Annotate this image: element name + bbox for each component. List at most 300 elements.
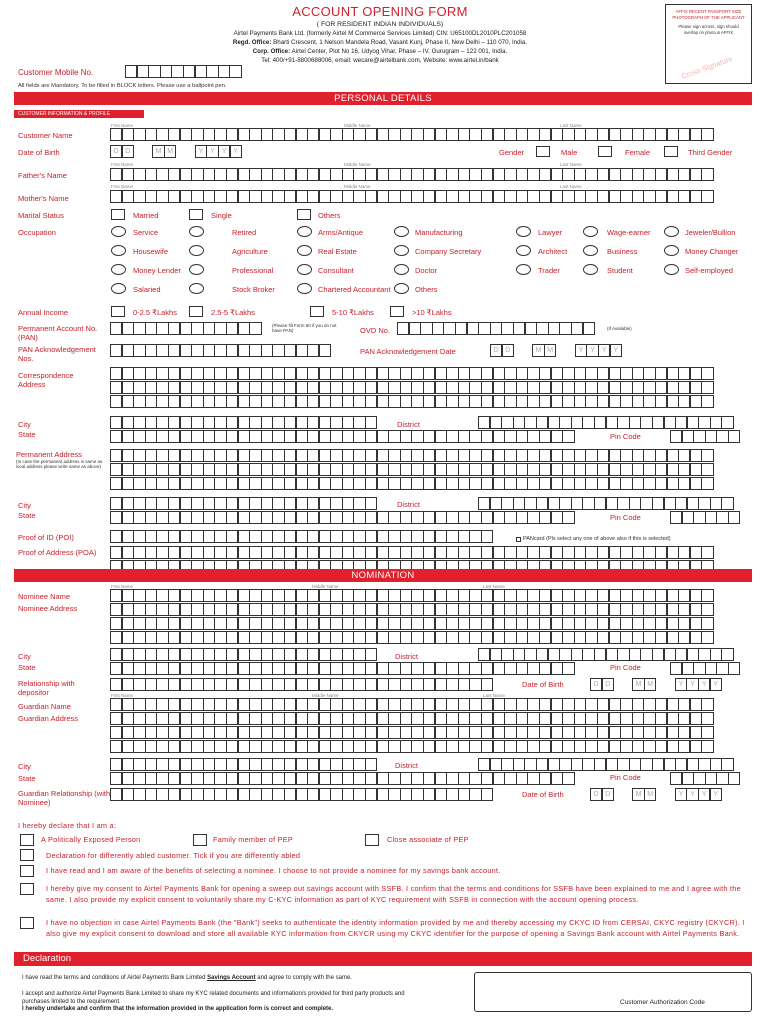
char-box[interactable] [365, 367, 377, 380]
char-box[interactable] [377, 678, 389, 691]
char-box[interactable] [365, 740, 377, 753]
char-box[interactable] [585, 463, 597, 476]
char-box[interactable] [284, 128, 296, 141]
char-box[interactable] [643, 698, 655, 711]
char-box[interactable] [203, 322, 215, 335]
char-box[interactable] [377, 617, 389, 630]
char-box[interactable] [609, 740, 621, 753]
char-box[interactable] [377, 698, 389, 711]
char-box[interactable] [238, 168, 250, 181]
char-box[interactable] [469, 788, 481, 801]
char-box[interactable] [156, 395, 168, 408]
char-box[interactable] [469, 740, 481, 753]
char-box[interactable] [675, 758, 687, 771]
char-box[interactable] [469, 698, 481, 711]
char-box[interactable] [481, 772, 493, 785]
char-box[interactable] [214, 530, 226, 543]
char-box[interactable] [664, 758, 676, 771]
char-box[interactable] [435, 449, 447, 462]
char-box[interactable] [122, 631, 134, 644]
char-box[interactable] [705, 430, 717, 443]
char-box[interactable] [307, 648, 319, 661]
char-box[interactable] [353, 589, 365, 602]
char-box[interactable] [527, 698, 539, 711]
ckyc-consent-checkbox[interactable] [20, 917, 34, 929]
char-box[interactable] [721, 416, 733, 429]
char-box[interactable] [145, 449, 157, 462]
char-box[interactable] [701, 395, 713, 408]
char-box[interactable] [284, 589, 296, 602]
char-box[interactable] [469, 589, 481, 602]
char-box[interactable] [609, 367, 621, 380]
char-box[interactable] [307, 740, 319, 753]
char-box[interactable] [226, 449, 238, 462]
occupation-radio-8[interactable] [189, 245, 204, 256]
char-box[interactable] [342, 631, 354, 644]
char-box[interactable] [469, 617, 481, 630]
char-box[interactable] [156, 589, 168, 602]
char-box[interactable] [319, 511, 331, 524]
char-box[interactable] [226, 463, 238, 476]
char-box[interactable] [562, 617, 574, 630]
char-box[interactable] [353, 617, 365, 630]
char-box[interactable] [296, 698, 308, 711]
char-box[interactable] [214, 698, 226, 711]
char-box[interactable] [133, 589, 145, 602]
char-box[interactable] [365, 788, 377, 801]
char-box[interactable] [446, 698, 458, 711]
char-box[interactable] [319, 603, 331, 616]
char-box[interactable] [226, 712, 238, 725]
char-box[interactable] [284, 395, 296, 408]
char-box[interactable] [272, 662, 284, 675]
char-box[interactable] [527, 546, 539, 559]
char-box[interactable] [728, 662, 740, 675]
char-box[interactable] [585, 128, 597, 141]
char-box[interactable] [411, 740, 423, 753]
char-box[interactable] [133, 648, 145, 661]
char-box[interactable] [632, 168, 644, 181]
char-box[interactable] [284, 430, 296, 443]
char-box[interactable] [551, 772, 563, 785]
char-box[interactable] [493, 463, 505, 476]
char-box[interactable] [180, 546, 192, 559]
char-box[interactable] [632, 395, 644, 408]
nominee-address-line3[interactable] [110, 631, 713, 644]
char-box[interactable] [365, 678, 377, 691]
char-box[interactable] [284, 546, 296, 559]
char-box[interactable] [559, 497, 571, 510]
char-box[interactable] [122, 168, 134, 181]
char-box[interactable] [238, 511, 250, 524]
char-box[interactable] [319, 381, 331, 394]
char-box[interactable] [319, 546, 331, 559]
char-box[interactable] [226, 648, 238, 661]
char-box[interactable] [469, 712, 481, 725]
char-box[interactable] [620, 589, 632, 602]
char-box[interactable] [180, 758, 192, 771]
char-box[interactable] [388, 740, 400, 753]
char-box[interactable] [490, 416, 502, 429]
char-box[interactable] [214, 758, 226, 771]
char-box[interactable] [284, 648, 296, 661]
char-box[interactable] [133, 530, 145, 543]
char-box[interactable] [284, 497, 296, 510]
char-box[interactable] [467, 322, 479, 335]
char-box[interactable] [690, 726, 702, 739]
char-box[interactable] [388, 367, 400, 380]
char-box[interactable] [168, 617, 180, 630]
char-box[interactable] [226, 758, 238, 771]
char-box[interactable] [180, 168, 192, 181]
char-box[interactable] [238, 367, 250, 380]
char-box[interactable] [469, 463, 481, 476]
char-box[interactable] [527, 449, 539, 462]
gender-female-checkbox[interactable] [598, 146, 612, 157]
char-box[interactable] [160, 65, 172, 78]
perm-address-line1[interactable] [110, 449, 713, 462]
char-box[interactable] [536, 758, 548, 771]
char-box[interactable] [562, 772, 574, 785]
char-box[interactable] [400, 381, 412, 394]
char-box[interactable] [574, 698, 586, 711]
char-box[interactable] [353, 678, 365, 691]
char-box[interactable] [226, 617, 238, 630]
date-digit-box[interactable]: D [122, 145, 134, 158]
char-box[interactable] [597, 603, 609, 616]
pancard-checkbox[interactable] [516, 537, 521, 542]
char-box[interactable] [513, 322, 525, 335]
corr-district-input[interactable] [478, 416, 733, 429]
char-box[interactable] [365, 463, 377, 476]
char-box[interactable] [214, 712, 226, 725]
char-box[interactable] [701, 463, 713, 476]
char-box[interactable] [191, 497, 203, 510]
char-box[interactable] [411, 168, 423, 181]
char-box[interactable] [423, 530, 435, 543]
char-box[interactable] [319, 726, 331, 739]
char-box[interactable] [388, 617, 400, 630]
char-box[interactable] [307, 712, 319, 725]
char-box[interactable] [516, 726, 528, 739]
char-box[interactable] [319, 758, 331, 771]
char-box[interactable] [330, 395, 342, 408]
date-digit-box[interactable]: D [590, 678, 602, 691]
char-box[interactable] [261, 698, 273, 711]
char-box[interactable] [513, 497, 525, 510]
char-box[interactable] [110, 698, 122, 711]
char-box[interactable] [481, 463, 493, 476]
char-box[interactable] [516, 477, 528, 490]
char-box[interactable] [620, 698, 632, 711]
char-box[interactable] [156, 648, 168, 661]
char-box[interactable] [469, 631, 481, 644]
char-box[interactable] [214, 381, 226, 394]
char-box[interactable] [133, 740, 145, 753]
char-box[interactable] [690, 190, 702, 203]
char-box[interactable] [296, 758, 308, 771]
char-box[interactable] [423, 589, 435, 602]
char-box[interactable] [203, 449, 215, 462]
char-box[interactable] [296, 463, 308, 476]
char-box[interactable] [272, 758, 284, 771]
char-box[interactable] [261, 530, 273, 543]
char-box[interactable] [481, 168, 493, 181]
char-box[interactable] [655, 631, 667, 644]
char-box[interactable] [664, 416, 676, 429]
char-box[interactable] [365, 589, 377, 602]
char-box[interactable] [481, 726, 493, 739]
date-digit-box[interactable]: Y [610, 344, 622, 357]
char-box[interactable] [191, 416, 203, 429]
char-box[interactable] [296, 477, 308, 490]
char-box[interactable] [446, 463, 458, 476]
char-box[interactable] [632, 449, 644, 462]
char-box[interactable] [122, 678, 134, 691]
char-box[interactable] [721, 648, 733, 661]
char-box[interactable] [203, 662, 215, 675]
char-box[interactable] [296, 381, 308, 394]
char-box[interactable] [238, 603, 250, 616]
char-box[interactable] [307, 726, 319, 739]
char-box[interactable] [226, 662, 238, 675]
char-box[interactable] [469, 367, 481, 380]
date-digit-box[interactable]: Y [698, 678, 710, 691]
char-box[interactable] [110, 322, 122, 335]
char-box[interactable] [203, 698, 215, 711]
char-box[interactable] [145, 530, 157, 543]
char-box[interactable] [191, 772, 203, 785]
char-box[interactable] [617, 497, 629, 510]
char-box[interactable] [110, 190, 122, 203]
guardian-address-line2[interactable] [110, 726, 713, 739]
char-box[interactable] [411, 589, 423, 602]
char-box[interactable] [330, 511, 342, 524]
char-box[interactable] [423, 726, 435, 739]
guardian-district-input[interactable] [478, 758, 733, 771]
char-box[interactable] [249, 740, 261, 753]
char-box[interactable] [156, 322, 168, 335]
char-box[interactable] [353, 381, 365, 394]
char-box[interactable] [690, 546, 702, 559]
char-box[interactable] [562, 477, 574, 490]
char-box[interactable] [110, 367, 122, 380]
char-box[interactable] [330, 662, 342, 675]
char-box[interactable] [203, 367, 215, 380]
char-box[interactable] [643, 395, 655, 408]
char-box[interactable] [606, 758, 618, 771]
char-box[interactable] [249, 344, 261, 357]
char-box[interactable] [191, 740, 203, 753]
char-box[interactable] [296, 128, 308, 141]
char-box[interactable] [643, 367, 655, 380]
char-box[interactable] [168, 648, 180, 661]
char-box[interactable] [701, 712, 713, 725]
char-box[interactable] [678, 449, 690, 462]
char-box[interactable] [388, 190, 400, 203]
char-box[interactable] [229, 65, 241, 78]
char-box[interactable] [516, 772, 528, 785]
char-box[interactable] [365, 381, 377, 394]
char-box[interactable] [307, 344, 319, 357]
char-box[interactable] [652, 648, 664, 661]
char-box[interactable] [319, 589, 331, 602]
char-box[interactable] [551, 449, 563, 462]
char-box[interactable] [214, 449, 226, 462]
char-box[interactable] [168, 530, 180, 543]
char-box[interactable] [342, 530, 354, 543]
char-box[interactable] [585, 617, 597, 630]
char-box[interactable] [559, 648, 571, 661]
char-box[interactable] [307, 617, 319, 630]
char-box[interactable] [481, 631, 493, 644]
char-box[interactable] [411, 678, 423, 691]
char-box[interactable] [261, 772, 273, 785]
char-box[interactable] [226, 322, 238, 335]
char-box[interactable] [156, 788, 168, 801]
char-box[interactable] [690, 631, 702, 644]
char-box[interactable] [585, 190, 597, 203]
char-box[interactable] [527, 617, 539, 630]
char-box[interactable] [516, 430, 528, 443]
char-box[interactable] [469, 772, 481, 785]
char-box[interactable] [481, 367, 493, 380]
char-box[interactable] [168, 416, 180, 429]
char-box[interactable] [400, 477, 412, 490]
char-box[interactable] [214, 546, 226, 559]
char-box[interactable] [238, 344, 250, 357]
char-box[interactable] [698, 416, 710, 429]
gender-third-checkbox[interactable] [664, 146, 678, 157]
char-box[interactable] [307, 662, 319, 675]
char-box[interactable] [493, 381, 505, 394]
char-box[interactable] [446, 395, 458, 408]
char-box[interactable] [307, 190, 319, 203]
occupation-radio-9[interactable] [297, 245, 312, 256]
char-box[interactable] [203, 678, 215, 691]
char-box[interactable] [551, 395, 563, 408]
char-box[interactable] [122, 546, 134, 559]
char-box[interactable] [435, 190, 447, 203]
char-box[interactable] [377, 530, 389, 543]
char-box[interactable] [261, 603, 273, 616]
char-box[interactable] [524, 497, 536, 510]
occupation-radio-11[interactable] [516, 245, 531, 256]
char-box[interactable] [539, 168, 551, 181]
char-box[interactable] [527, 726, 539, 739]
char-box[interactable] [585, 726, 597, 739]
date-digit-box[interactable]: M [632, 788, 644, 801]
char-box[interactable] [667, 367, 679, 380]
char-box[interactable] [203, 712, 215, 725]
char-box[interactable] [330, 603, 342, 616]
char-box[interactable] [469, 168, 481, 181]
char-box[interactable] [122, 381, 134, 394]
char-box[interactable] [435, 772, 447, 785]
char-box[interactable] [435, 662, 447, 675]
father-name-input[interactable] [110, 168, 713, 181]
char-box[interactable] [617, 648, 629, 661]
char-box[interactable] [516, 168, 528, 181]
char-box[interactable] [122, 322, 134, 335]
char-box[interactable] [353, 395, 365, 408]
char-box[interactable] [551, 477, 563, 490]
char-box[interactable] [133, 726, 145, 739]
char-box[interactable] [594, 416, 606, 429]
char-box[interactable] [284, 477, 296, 490]
char-box[interactable] [330, 530, 342, 543]
corr-address-line2[interactable] [110, 381, 713, 394]
char-box[interactable] [527, 631, 539, 644]
char-box[interactable] [342, 546, 354, 559]
char-box[interactable] [721, 497, 733, 510]
char-box[interactable] [133, 395, 145, 408]
char-box[interactable] [527, 589, 539, 602]
char-box[interactable] [261, 497, 273, 510]
char-box[interactable] [435, 678, 447, 691]
char-box[interactable] [156, 190, 168, 203]
char-box[interactable] [574, 168, 586, 181]
char-box[interactable] [539, 511, 551, 524]
char-box[interactable] [203, 726, 215, 739]
char-box[interactable] [701, 168, 713, 181]
char-box[interactable] [701, 128, 713, 141]
char-box[interactable] [261, 511, 273, 524]
char-box[interactable] [353, 712, 365, 725]
char-box[interactable] [539, 603, 551, 616]
char-box[interactable] [122, 772, 134, 785]
char-box[interactable] [133, 758, 145, 771]
char-box[interactable] [238, 698, 250, 711]
date-digit-box[interactable]: M [164, 145, 176, 158]
char-box[interactable] [353, 430, 365, 443]
char-box[interactable] [562, 631, 574, 644]
char-box[interactable] [481, 617, 493, 630]
char-box[interactable] [690, 168, 702, 181]
char-box[interactable] [191, 322, 203, 335]
char-box[interactable] [411, 788, 423, 801]
char-box[interactable] [423, 190, 435, 203]
char-box[interactable] [458, 712, 470, 725]
char-box[interactable] [296, 430, 308, 443]
char-box[interactable] [284, 449, 296, 462]
char-box[interactable] [585, 589, 597, 602]
char-box[interactable] [551, 128, 563, 141]
char-box[interactable] [168, 678, 180, 691]
char-box[interactable] [272, 589, 284, 602]
char-box[interactable] [536, 497, 548, 510]
char-box[interactable] [551, 631, 563, 644]
char-box[interactable] [411, 662, 423, 675]
char-box[interactable] [478, 648, 490, 661]
char-box[interactable] [377, 631, 389, 644]
char-box[interactable] [353, 168, 365, 181]
char-box[interactable] [455, 322, 467, 335]
char-box[interactable] [655, 589, 667, 602]
nominee-state-input[interactable] [110, 662, 574, 675]
char-box[interactable] [156, 712, 168, 725]
char-box[interactable] [504, 128, 516, 141]
char-box[interactable] [133, 678, 145, 691]
char-box[interactable] [319, 678, 331, 691]
char-box[interactable] [609, 546, 621, 559]
char-box[interactable] [446, 603, 458, 616]
char-box[interactable] [145, 546, 157, 559]
char-box[interactable] [411, 430, 423, 443]
char-box[interactable] [539, 430, 551, 443]
nominee-address-line1[interactable] [110, 603, 713, 616]
char-box[interactable] [330, 698, 342, 711]
